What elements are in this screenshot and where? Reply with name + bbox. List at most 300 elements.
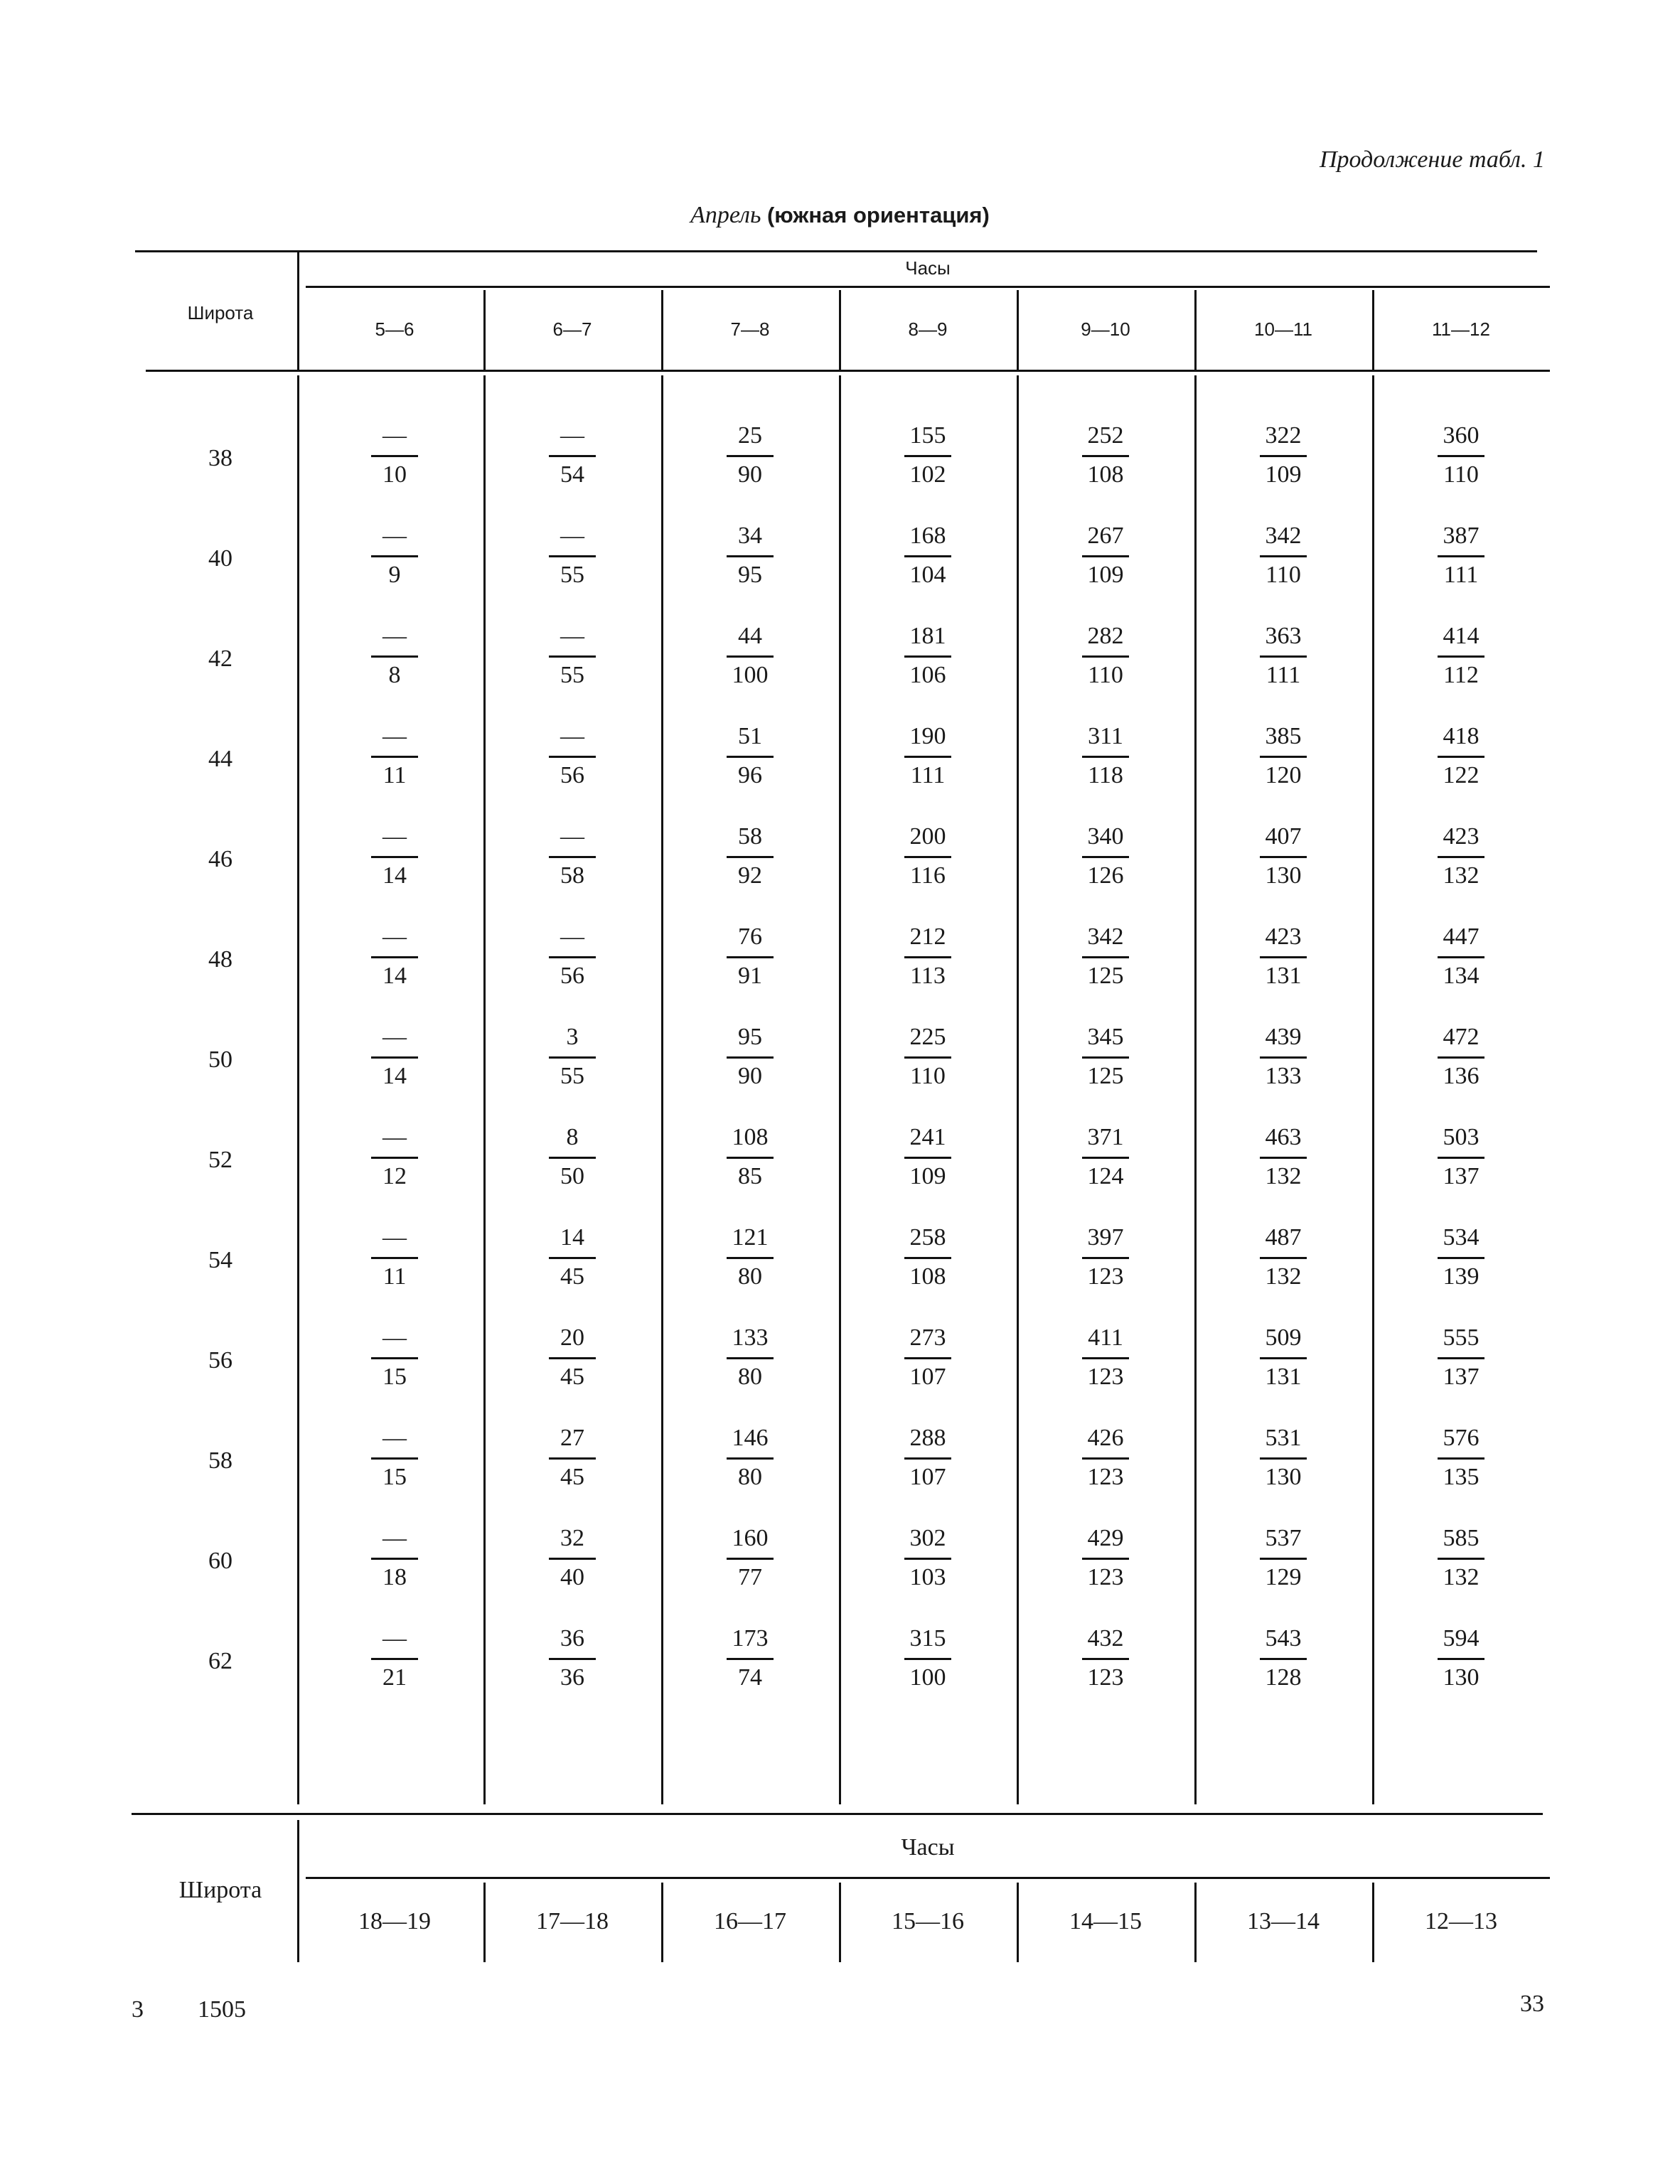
cell-numerator: 472 [1443,1024,1480,1050]
cell-numerator: — [560,623,584,649]
cell-numerator: 534 [1443,1224,1480,1251]
bottom-column-header: 18—19 [358,1908,431,1934]
cell-numerator: — [560,523,584,549]
fraction-bar [1082,956,1129,958]
cell-denominator: 10 [382,461,407,488]
cell-numerator: 58 [738,823,762,850]
fraction-bar [1082,1257,1129,1259]
cell-denominator: 139 [1443,1263,1480,1290]
cell-denominator: 123 [1087,1564,1124,1590]
cell-denominator: 91 [738,963,762,989]
table-cell [704,1326,796,1392]
cell-numerator: 418 [1443,723,1480,749]
cell-denominator: 109 [1265,461,1302,488]
table-cell [348,1025,441,1091]
cell-numerator: 20 [560,1324,584,1351]
cell-denominator: 96 [738,762,762,788]
fraction-bar [1082,1457,1129,1460]
cell-numerator: 34 [738,523,762,549]
cell-numerator: — [382,1124,407,1150]
bottom-column-header: 15—16 [892,1908,964,1934]
fraction-bar [1082,455,1129,457]
cell-numerator: 432 [1087,1625,1124,1652]
fraction-bar [1438,1257,1484,1259]
table-cell [526,624,619,690]
table-cell [348,524,441,590]
cell-numerator: 95 [738,1024,762,1050]
cell-denominator: 8 [388,662,401,688]
fraction-bar [549,1357,596,1359]
table-cell [882,424,974,490]
cell-denominator: 55 [560,1063,584,1089]
table-cell [348,1125,441,1192]
cell-numerator: 423 [1443,823,1480,850]
table-cell [1415,1627,1507,1693]
table-cell [882,1526,974,1592]
table-cell [704,424,796,490]
hours-rule [306,286,1550,288]
bottom-block-rule [132,1813,1543,1815]
table-cell [1059,1426,1152,1492]
fraction-bar [1260,1658,1307,1660]
table-cell [882,1226,974,1292]
bottom-column-header: 17—18 [536,1908,609,1934]
fraction-bar [371,1056,418,1059]
cell-denominator: 95 [738,562,762,588]
table-cell [1415,524,1507,590]
latitude-value: 38 [208,445,232,471]
cell-numerator: — [560,723,584,749]
latitude-value: 46 [208,846,232,872]
fraction-bar [549,555,596,557]
cell-numerator: 212 [909,924,946,950]
table-cell [882,624,974,690]
cell-denominator: 106 [909,662,946,688]
cell-denominator: 102 [909,461,946,488]
cell-numerator: 25 [738,422,762,449]
table-cell [1059,825,1152,891]
fraction-bar [549,1558,596,1560]
cell-denominator: 21 [382,1664,407,1691]
cell-denominator: 45 [560,1464,584,1490]
cell-denominator: 80 [738,1263,762,1290]
body-divider [1372,375,1374,1804]
table-cell [1415,1226,1507,1292]
fraction-bar [904,1257,951,1259]
cell-denominator: 129 [1265,1564,1302,1590]
bottom-column-header: 16—17 [714,1908,786,1934]
bottom-column-header: 12—13 [1425,1908,1497,1934]
cell-denominator: 14 [382,862,407,889]
fraction-bar [904,1558,951,1560]
fraction-bar [1082,756,1129,758]
fraction-bar [1082,1157,1129,1159]
cell-numerator: 555 [1443,1324,1480,1351]
fraction-bar [904,1658,951,1660]
fraction-bar [1260,455,1307,457]
cell-numerator: 173 [732,1625,769,1652]
fraction-bar [549,1257,596,1259]
column-header: 7—8 [730,318,770,340]
cell-denominator: 122 [1443,762,1480,788]
cell-numerator: 190 [909,723,946,749]
header-divider [661,290,663,370]
cell-denominator: 131 [1265,1364,1302,1390]
cell-numerator: 397 [1087,1224,1124,1251]
cell-denominator: 77 [738,1564,762,1590]
table-cell [526,925,619,991]
cell-denominator: 118 [1088,762,1123,788]
fraction-bar [727,956,774,958]
fraction-bar [1438,1558,1484,1560]
column-header: 6—7 [552,318,592,340]
caption-orientation: (южная ориентация) [766,203,990,228]
footer-sheet-number: 3 [132,1996,144,2023]
cell-numerator: — [560,924,584,950]
cell-numerator: 585 [1443,1525,1480,1551]
table-cell [1415,1125,1507,1192]
cell-denominator: 130 [1443,1664,1480,1691]
fraction-bar [549,856,596,858]
bottom-column-header: 14—15 [1069,1908,1142,1934]
cell-numerator: 439 [1265,1024,1302,1050]
fraction-bar [1260,856,1307,858]
cell-numerator: 44 [738,623,762,649]
cell-denominator: 100 [909,1664,946,1691]
fraction-bar [727,655,774,658]
header-divider [839,290,841,370]
fraction-bar [727,1658,774,1660]
table-cell [704,624,796,690]
table-cell [1415,1025,1507,1091]
fraction-bar [371,655,418,658]
table-cell [882,724,974,791]
cell-numerator: 225 [909,1024,946,1050]
table-cell [348,925,441,991]
cell-denominator: 15 [382,1364,407,1390]
cell-denominator: 137 [1443,1163,1480,1189]
table-cell [348,624,441,690]
cell-numerator: — [382,623,407,649]
fraction-bar [1260,756,1307,758]
cell-numerator: 414 [1443,623,1480,649]
cell-numerator: 311 [1088,723,1123,749]
table-cell [1237,624,1329,690]
cell-denominator: 136 [1443,1063,1480,1089]
top-rule [135,250,1537,252]
body-divider [839,375,841,1804]
cell-denominator: 109 [909,1163,946,1189]
cell-numerator: — [382,1324,407,1351]
table-cell [1059,424,1152,490]
cell-denominator: 107 [909,1364,946,1390]
table-cell [526,1226,619,1292]
cell-denominator: 55 [560,662,584,688]
cell-numerator: 342 [1087,924,1124,950]
table-cell [704,1125,796,1192]
table-cell [1415,1526,1507,1592]
table-cell [1059,1025,1152,1091]
fraction-bar [727,1357,774,1359]
fraction-bar [904,956,951,958]
latitude-value: 40 [208,545,232,572]
fraction-bar [1438,1157,1484,1159]
cell-denominator: 104 [909,562,946,588]
table-cell [882,1326,974,1392]
cell-denominator: 110 [1088,662,1123,688]
body-divider [297,375,299,1804]
footer-code: 1505 [198,1996,246,2023]
table-cell [1237,1627,1329,1693]
hours-header: Часы [905,257,951,279]
latitude-value: 60 [208,1548,232,1574]
cell-numerator: 273 [909,1324,946,1351]
fraction-bar [1260,1357,1307,1359]
table-cell [704,1226,796,1292]
fraction-bar [1260,655,1307,658]
fraction-bar [727,1558,774,1560]
table-cell [1059,925,1152,991]
column-header: 5—6 [375,318,414,340]
cell-denominator: 50 [560,1163,584,1189]
fraction-bar [371,1457,418,1460]
table-cell [1237,1125,1329,1192]
table-cell [526,1125,619,1192]
table-cell [1415,624,1507,690]
cell-numerator: 8 [566,1124,579,1150]
latitude-value: 52 [208,1147,232,1173]
cell-denominator: 130 [1265,862,1302,889]
cell-denominator: 132 [1443,862,1480,889]
fraction-bar [549,455,596,457]
fraction-bar [1260,1056,1307,1059]
fraction-bar [549,1056,596,1059]
cell-denominator: 108 [1087,461,1124,488]
table-cell [882,1025,974,1091]
table-cell [348,825,441,891]
table-cell [704,1426,796,1492]
cell-numerator: 76 [738,924,762,950]
cell-denominator: 132 [1265,1263,1302,1290]
fraction-bar [1438,555,1484,557]
cell-denominator: 128 [1265,1664,1302,1691]
cell-numerator: 594 [1443,1625,1480,1652]
table-cell [882,524,974,590]
cell-denominator: 80 [738,1364,762,1390]
cell-denominator: 92 [738,862,762,889]
fraction-bar [904,1157,951,1159]
fraction-bar [371,555,418,557]
cell-numerator: 385 [1265,723,1302,749]
cell-numerator: 576 [1443,1425,1480,1451]
cell-denominator: 123 [1087,1464,1124,1490]
table-cell [526,825,619,891]
cell-numerator: 108 [732,1124,769,1150]
cell-denominator: 111 [1266,662,1301,688]
cell-denominator: 126 [1087,862,1124,889]
cell-numerator: 531 [1265,1425,1302,1451]
cell-numerator: 363 [1265,623,1302,649]
table-cell [704,1526,796,1592]
body-divider [661,375,663,1804]
cell-numerator: 315 [909,1625,946,1652]
cell-denominator: 107 [909,1464,946,1490]
table-cell [1237,724,1329,791]
fraction-bar [727,756,774,758]
fraction-bar [549,756,596,758]
fraction-bar [371,1157,418,1159]
bottom-column-header: 13—14 [1247,1908,1320,1934]
cell-numerator: 252 [1087,422,1124,449]
fraction-bar [371,455,418,457]
fraction-bar [1082,1056,1129,1059]
bottom-divider [1372,1883,1374,1962]
latitude-value: 58 [208,1447,232,1474]
cell-denominator: 54 [560,461,584,488]
cell-denominator: 45 [560,1364,584,1390]
bottom-divider [1194,1883,1197,1962]
table-cell [1237,424,1329,490]
cell-denominator: 134 [1443,963,1480,989]
cell-numerator: 282 [1087,623,1124,649]
cell-denominator: 12 [382,1163,407,1189]
fraction-bar [1082,555,1129,557]
cell-denominator: 108 [909,1263,946,1290]
fraction-bar [904,1457,951,1460]
cell-denominator: 123 [1087,1263,1124,1290]
fraction-bar [727,856,774,858]
cell-numerator: 133 [732,1324,769,1351]
cell-numerator: 160 [732,1525,769,1551]
cell-denominator: 18 [382,1564,407,1590]
cell-numerator: 267 [1087,523,1124,549]
table-cell [526,424,619,490]
cell-denominator: 56 [560,963,584,989]
table-cell [348,424,441,490]
cell-denominator: 110 [1443,461,1479,488]
table-cell [1059,1326,1152,1392]
table-cell [882,1125,974,1192]
fraction-bar [371,756,418,758]
fraction-bar [1082,1658,1129,1660]
bottom-divider [661,1883,663,1962]
cell-numerator: — [382,1425,407,1451]
fraction-bar [1438,756,1484,758]
cell-numerator: 181 [909,623,946,649]
bottom-divider [839,1883,841,1962]
cell-denominator: 110 [910,1063,946,1089]
fraction-bar [1438,1457,1484,1460]
fraction-bar [1260,1257,1307,1259]
cell-denominator: 36 [560,1664,584,1691]
cell-numerator: 503 [1443,1124,1480,1150]
table-cell [526,724,619,791]
header-divider [1017,290,1019,370]
fraction-bar [904,555,951,557]
fraction-bar [1438,1357,1484,1359]
fraction-bar [549,1658,596,1660]
cell-numerator: 463 [1265,1124,1302,1150]
cell-denominator: 100 [732,662,769,688]
cell-denominator: 124 [1087,1163,1124,1189]
cell-numerator: — [382,523,407,549]
cell-numerator: 322 [1265,422,1302,449]
fraction-bar [1438,655,1484,658]
fraction-bar [904,1056,951,1059]
cell-denominator: 90 [738,461,762,488]
fraction-bar [371,1658,418,1660]
cell-denominator: 123 [1087,1664,1124,1691]
fraction-bar [1438,1658,1484,1660]
fraction-bar [727,555,774,557]
table-cell [704,925,796,991]
header-divider [1194,290,1197,370]
cell-numerator: — [382,422,407,449]
table-cell [882,1426,974,1492]
table-cell [348,1226,441,1292]
fraction-bar [371,956,418,958]
table-cell [526,1627,619,1693]
table-cell [882,825,974,891]
cell-denominator: 135 [1443,1464,1480,1490]
fraction-bar [1260,1457,1307,1460]
cell-numerator: 288 [909,1425,946,1451]
table-cell [526,1326,619,1392]
latitude-value: 56 [208,1347,232,1374]
caption-month: Апрель [690,202,761,228]
cell-numerator: 447 [1443,924,1480,950]
fraction-bar [549,956,596,958]
table-cell [704,724,796,791]
table-cell [1059,724,1152,791]
table-cell [526,524,619,590]
fraction-bar [1438,1056,1484,1059]
table-cell [882,925,974,991]
fraction-bar [1082,856,1129,858]
fraction-bar [727,1056,774,1059]
header-divider [483,290,486,370]
latitude-value: 42 [208,646,232,672]
fraction-bar [1260,555,1307,557]
cell-denominator: 9 [388,562,401,588]
table-cell [526,1025,619,1091]
cell-denominator: 40 [560,1564,584,1590]
fraction-bar [549,655,596,658]
cell-denominator: 14 [382,1063,407,1089]
cell-denominator: 80 [738,1464,762,1490]
latitude-value: 54 [208,1247,232,1273]
cell-denominator: 125 [1087,963,1124,989]
fraction-bar [371,1558,418,1560]
table-cell [1415,925,1507,991]
cell-numerator: — [382,1024,407,1050]
fraction-bar [371,1357,418,1359]
table-cell [704,1025,796,1091]
fraction-bar [904,1357,951,1359]
cell-numerator: 36 [560,1625,584,1652]
table-cell [1059,624,1152,690]
cell-numerator: 258 [909,1224,946,1251]
cell-numerator: 3 [566,1024,579,1050]
cell-denominator: 111 [1443,562,1479,588]
cell-denominator: 111 [910,762,946,788]
table-cell [1237,1025,1329,1091]
column-header: 11—12 [1432,318,1490,340]
latitude-value: 48 [208,946,232,973]
cell-denominator: 130 [1265,1464,1302,1490]
cell-numerator: 342 [1265,523,1302,549]
cell-denominator: 120 [1265,762,1302,788]
